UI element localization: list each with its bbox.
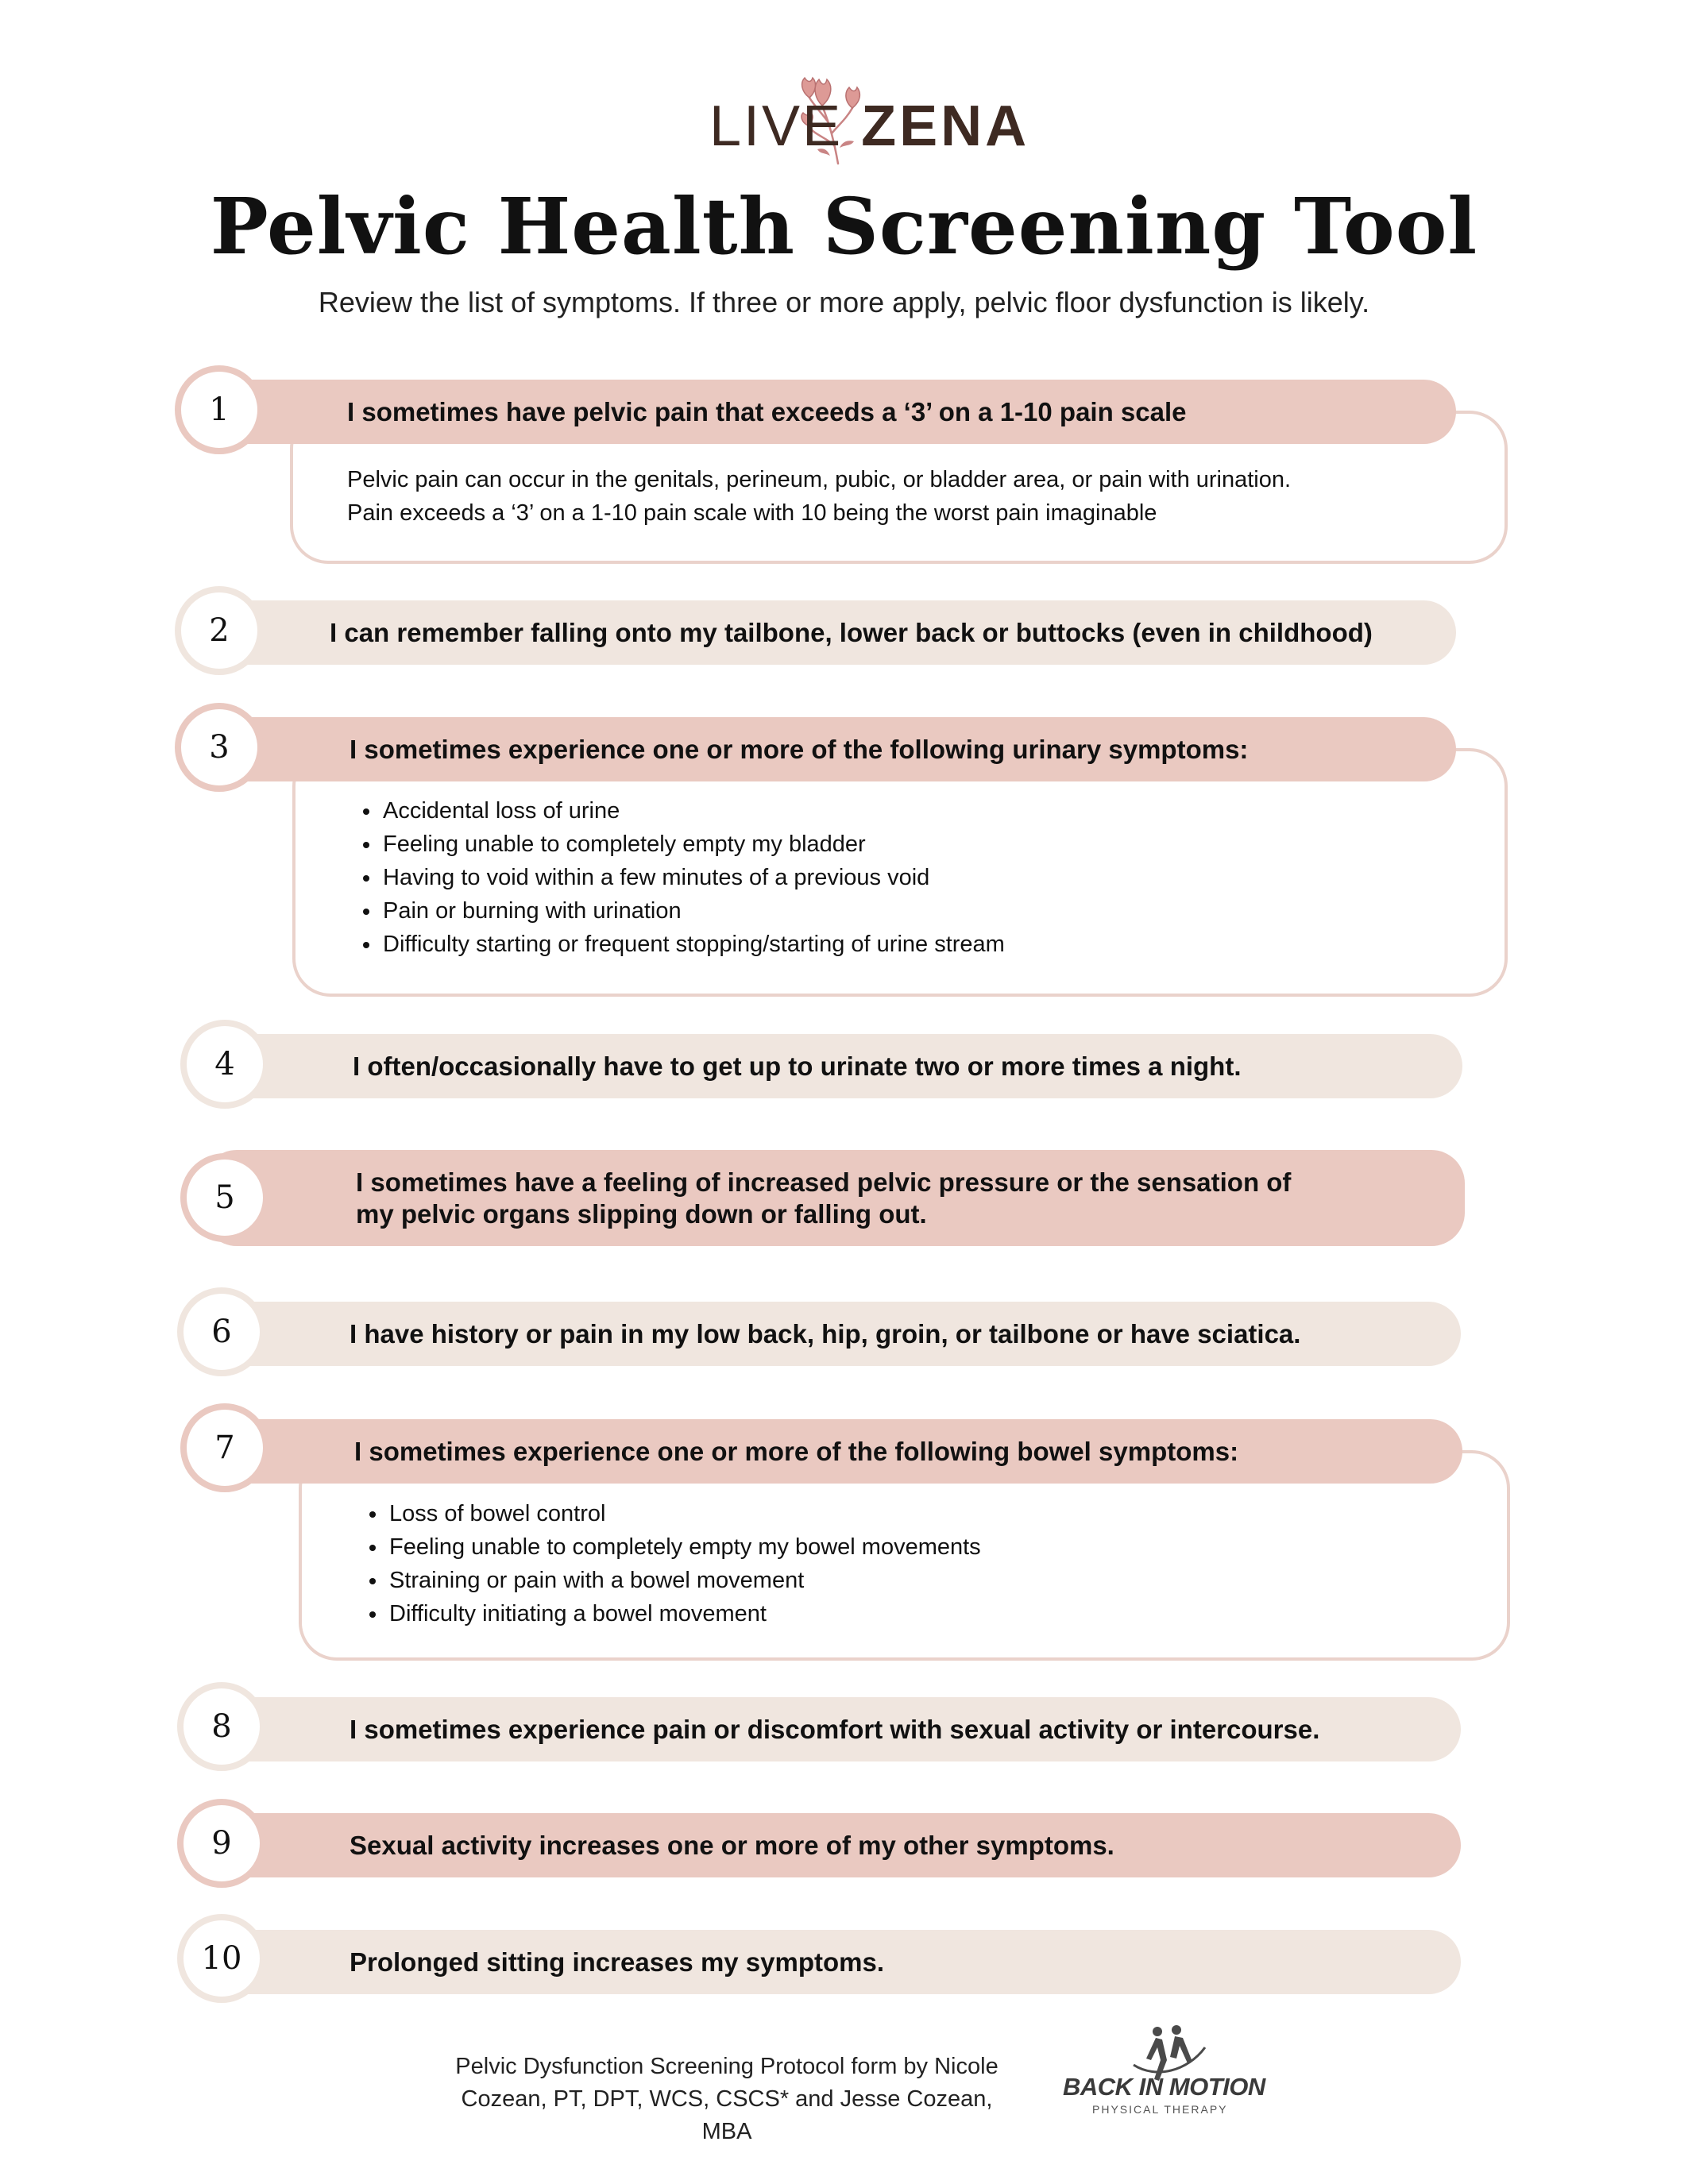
item-2-pill[interactable] <box>199 600 1456 665</box>
item-5-number-circle <box>180 1153 269 1242</box>
item-1-description-line-1: Pelvic pain can occur in the genitals, perineum, pubic, or bladder area, or pain with urination. <box>347 467 1292 492</box>
item-7-title: I sometimes experience one or more of the following bowel symptoms: <box>354 1436 1239 1466</box>
item-7-bullet-list <box>353 1497 981 1630</box>
list-item: • Feeling unable to completely empty my bladder <box>381 828 1005 861</box>
list-item: • Having to void within a few minutes of a previous void <box>381 861 1005 894</box>
item-9-number: 9 <box>211 1825 232 1862</box>
item-3-pill[interactable] <box>199 717 1456 781</box>
item-1-number-circle <box>175 365 264 454</box>
item-4-number: 4 <box>214 1046 235 1082</box>
item-1-number: 1 <box>209 392 230 428</box>
item-3-title: I sometimes experience one or more of the following urinary symptoms: <box>350 734 1249 764</box>
item-7-pill[interactable] <box>203 1419 1462 1484</box>
list-item: • Pain or burning with urination <box>381 894 1005 928</box>
item-1-description-line-2: Pain exceeds a ‘3’ on a 1-10 pain scale with 10 being the worst pain imaginable <box>347 500 1157 526</box>
item-1-pill[interactable] <box>199 380 1456 444</box>
footer-credit-line-2: Cozean, PT, DPT, WCS, CSCS* and Jesse Cozean, MBA <box>461 2086 993 2144</box>
footer-credit <box>441 2051 1013 2148</box>
item-10-number-circle <box>177 1914 266 2003</box>
item-10-pill[interactable] <box>200 1930 1461 1994</box>
item-8-number: 8 <box>211 1708 232 1745</box>
item-5-title-line-2: my pelvic organs slipping down or falling out. <box>356 1198 927 1229</box>
item-6-number: 6 <box>211 1314 232 1350</box>
item-5-title-line-1: I sometimes have a feeling of increased pelvic pressure or the sensation of <box>356 1167 1292 1197</box>
footer-credit-line-1: Pelvic Dysfunction Screening Protocol form by Nicole <box>455 2054 999 2079</box>
item-6-number-circle <box>177 1287 266 1376</box>
partner-logo-subtitle: PHYSICAL THERAPY <box>1092 2103 1228 2116</box>
page-subtitle: Review the list of symptoms. If three or more apply, pelvic floor dysfunction is likely. <box>318 286 1370 318</box>
item-2-title: I can remember falling onto my tailbone, lower back or buttocks (even in childhood) <box>330 617 1373 647</box>
item-4-number-circle <box>180 1020 269 1109</box>
item-4-title: I often/occasionally have to get up to urinate two or more times a night. <box>353 1051 1242 1081</box>
item-6-title: I have history or pain in my low back, hip, groin, or tailbone or have sciatica. <box>350 1318 1301 1349</box>
item-1-description <box>347 463 1291 530</box>
partner-logo-name: BACK IN MOTION <box>1063 2073 1265 2101</box>
item-3-number: 3 <box>209 729 230 766</box>
item-3-number-circle <box>175 703 264 792</box>
item-8-number-circle <box>177 1682 266 1771</box>
item-9-pill[interactable] <box>200 1813 1461 1877</box>
item-10-title: Prolonged sitting increases my symptoms. <box>350 1947 885 1977</box>
logo-word-zena: ZENA <box>861 95 1030 158</box>
item-10-number: 10 <box>201 1940 242 1977</box>
logo-word-live: LIVE <box>709 95 844 158</box>
item-8-pill[interactable] <box>200 1697 1461 1761</box>
item-9-title: Sexual activity increases one or more of my other symptoms. <box>350 1830 1114 1860</box>
list-item: • Straining or pain with a bowel movement <box>388 1564 981 1597</box>
item-6-pill[interactable] <box>200 1302 1461 1366</box>
item-5-pill[interactable] <box>203 1150 1465 1246</box>
list-item: • Accidental loss of urine <box>381 794 1005 828</box>
item-1-title: I sometimes have pelvic pain that exceeds a ‘3’ on a 1-10 pain scale <box>347 396 1187 426</box>
page-title: Pelvic Health Screening Tool <box>210 181 1478 272</box>
item-2-number-circle <box>175 586 264 675</box>
item-2-number: 2 <box>209 612 230 649</box>
item-3-bullet-list <box>346 794 1005 961</box>
list-item: • Feeling unable to completely empty my bowel movements <box>388 1530 981 1564</box>
list-item: • Loss of bowel control <box>388 1497 981 1530</box>
item-7-number-circle <box>180 1403 269 1492</box>
list-item: • Difficulty starting or frequent stopping/starting of urine stream <box>381 928 1005 961</box>
item-8-title: I sometimes experience pain or discomfort with sexual activity or intercourse. <box>350 1714 1320 1744</box>
item-9-number-circle <box>177 1799 266 1888</box>
list-item: • Difficulty initiating a bowel movement <box>388 1597 981 1630</box>
item-5-number: 5 <box>214 1179 235 1216</box>
item-7-number: 7 <box>214 1430 235 1466</box>
item-4-pill[interactable] <box>203 1034 1462 1098</box>
brand-logo <box>709 94 1029 159</box>
